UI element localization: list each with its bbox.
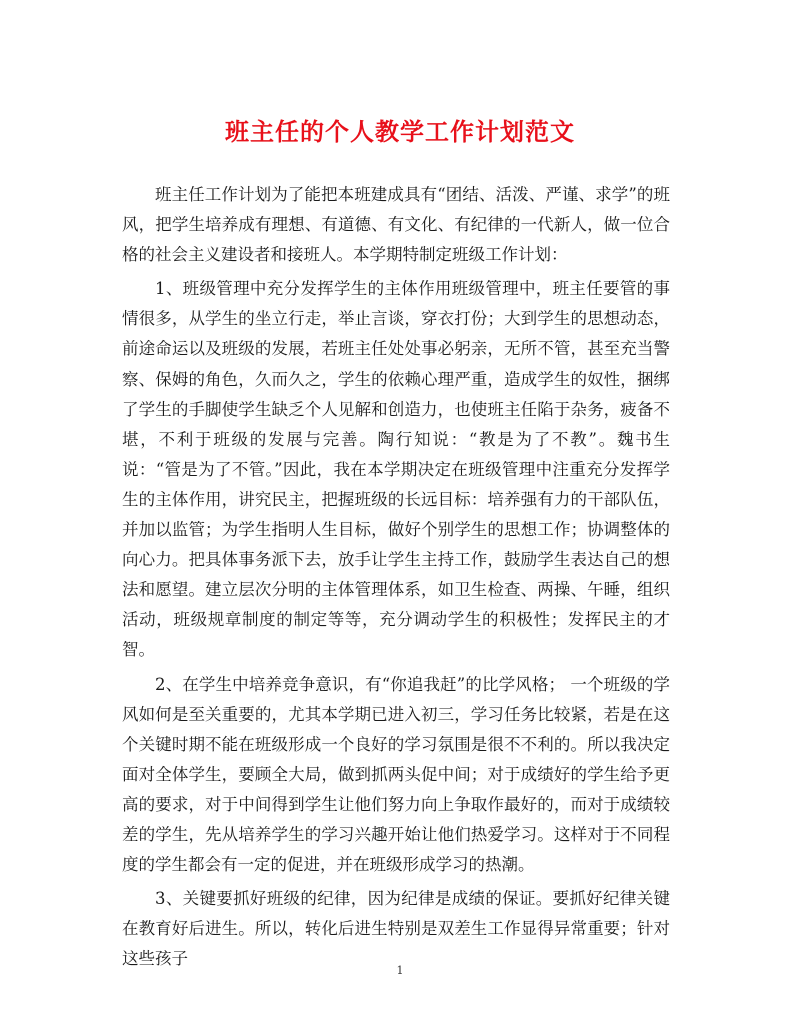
paragraph-item-1: 1、班级管理中充分发挥学生的主体作用班级管理中，班主任要管的事情很多，从学生的坐立行走，举止言谈，穿衣打份；大到学生的思想动态，前途命运以及班级的发展，若班主任处处事必躬亲，无所不管，甚至充当警察、保姆的角色，久而久之，学生的依赖心理严重，造成学生的奴性，捆绑了学生的手脚使学生缺乏个人见解和创造力，也使班主任陷于杂务，疲备不堪，不利于班级的发展与完善。陶行知说：“教是为了不教”。魏书生说：“管是为了不管。”因此，我在本学期决定在班级管理中注重充分发挥学生的主体作用，讲究民主，把握班级的长远目标：培养强有力的干部队伍，并加以监管；为学生指明人生目标，做好个别学生的思想工作；协调整体的向心力。把具体事务派下去，放手让学生主持工作，鼓励学生表达自己的想法和愿望。建立层次分明的主体管理体系，如卫生检查、两操、午睡，组织活动，班级规章制度的制定等等，充分调动学生的积极性；发挥民主的才智。 (122, 279, 670, 660)
document-title: 班主任的个人教学工作计划范文 (225, 117, 575, 146)
paragraph-intro: 班主任工作计划为了能把本班建成具有“团结、活泼、严谨、求学”的班风，把学生培养成有理想、有道德、有文化、有纪律的一代新人，做一位合格的社会主义建设者和接班人。本学期特制定班级工作计划： (122, 185, 670, 265)
page-number: 1 (396, 964, 404, 977)
document-body (122, 180, 670, 978)
paragraph-item-2: 2、在学生中培养竞争意识，有“你追我赶”的比学风格； 一个班级的学风如何是至关重要的，尤其本学期已进入初三，学习任务比较紧，若是在这个关键时期不能在班级形成一个良好的学习氛围是很不不利的。所以我决定面对全体学生，要顾全大局，做到抓两头促中间；对于成绩好的学生给予更高的要求，对于中间得到学生让他们努力向上争取作最好的，而对于成绩较差的学生，先从培养学生的学习兴趣开始让他们热爱学习。这样对于不同程度的学生都会有一定的促进，并在班级形成学习的热潮。 (122, 674, 670, 875)
paragraph-item-3: 3、关键要抓好班级的纪律，因为纪律是成绩的保证。要抓好纪律关键在教育好后进生。所以，转化后进生特别是双差生工作显得异常重要；针对这些孩子 (122, 889, 670, 969)
